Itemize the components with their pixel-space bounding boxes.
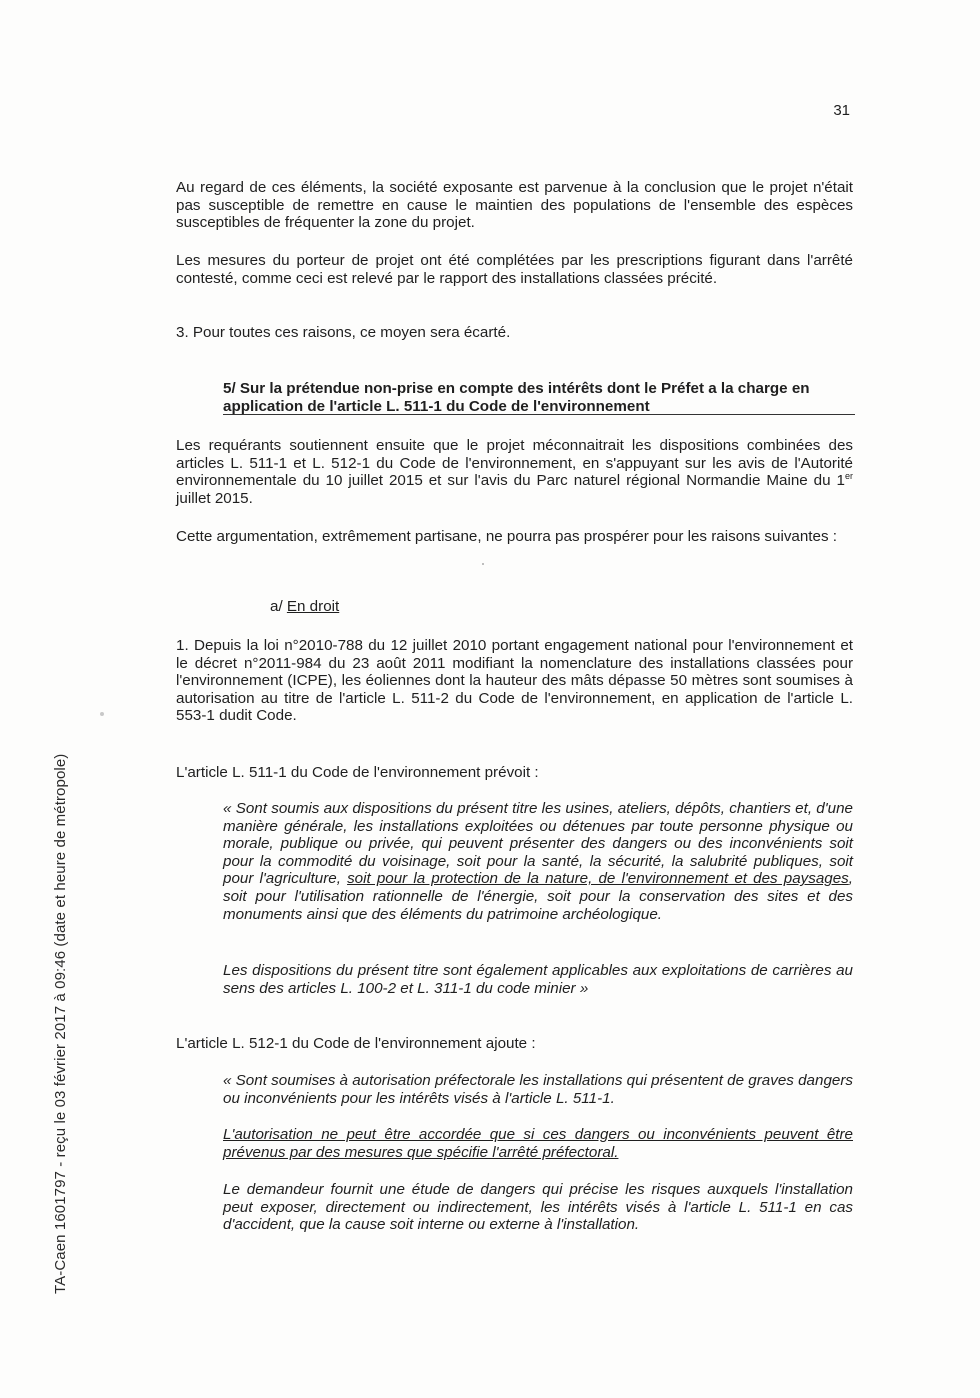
heading-underline [223,414,855,415]
quote-511-text-end: , soit pour l'utilisation rationnelle de l'énergie, soit pour la conservation des sites et des monuments ainsi que des éléments du patrimoine archéologique. [223,870,854,923]
paragraph-requerants [176,437,853,507]
scan-artifact [482,563,484,565]
subheading-en-droit [270,598,339,615]
section-heading: 5/ Sur la prétendue non-prise en compte des intérêts dont le Préfet a la charge en application de l'article L. 511-1 du Code de l'environnement [223,380,810,415]
page-number: 31 [833,102,850,119]
quote-article-511 [223,800,853,923]
paragraph-mesures: Les mesures du porteur de projet ont été complétées par les prescriptions figurant dans l'arrêté contesté, comme ceci est relevé par le rapport des installations classées précité. [176,252,853,287]
quote-carrieres: Les dispositions du présent titre sont également applicables aux exploitations de carrières au sens des articles L. 100-2 et L. 311-1 du code minier » [223,962,853,997]
paragraph-article-512: L'article L. 512-1 du Code de l'environnement ajoute : [176,1035,536,1052]
quote-511-underlined: soit pour la protection de la nature, de l'environnement et des paysages [347,870,849,888]
quote-autorisation: L'autorisation ne peut être accordée que si ces dangers ou inconvénients peuvent être prévenus par des mesures que spécifie l'arrêté préfectoral. [223,1126,853,1161]
requerants-text-end: juillet 2015. [176,489,253,507]
paragraph-raisons: 3. Pour toutes ces raisons, ce moyen sera écarté. [176,324,511,341]
quote-511-text: « Sont soumis aux dispositions du présent titre les usines, ateliers, dépôts, chantiers et, d'une manière générale, les installations exploitées ou détenues par toute personne physique ou morale, publique ou privée, qui peuvent présenter des dangers ou des inconvénients soit pour la commodité du voisinage, soit pour la santé, la sécurité, la salubrité publiques, soit pour l'agriculture, [223,800,853,888]
paragraph-conclusion: Au regard de ces éléments, la société exposante est parvenue à la conclusion que le projet n'était pas susceptible de remettre en cause le maintien des populations de l'ensemble des espèces susceptibles de fréquenter la zone du projet. [176,179,853,232]
paragraph-loi: 1. Depuis la loi n°2010-788 du 12 juillet 2010 portant engagement national pour l'environnement et le décret n°2011-984 du 23 août 2011 modifiant la nomenclature des installations classées pour l'environnement (ICPE), les éoliennes dont la hauteur des mâts dépasse 50 mètres sont soumises à autorisation au titre de l'article L. 511-2 du Code de l'environnement, en application de l'article L. 553-1 dudit Code. [176,637,853,725]
requerants-text: Les requérants soutiennent ensuite que le projet méconnaitrait les dispositions combinées des articles L. 511-1 et L. 512-1 du Code de l'environnement, en s'appuyant sur les avis de l'Autorité environnementale du 10 juillet 2015 et sur l'avis du Parc naturel régional Normandie Maine du 1 [176,437,853,490]
quote-etude-dangers: Le demandeur fournit une étude de dangers qui précise les risques auxquels l'installation peut exposer, directement ou indirectement, les intérêts visés à l'article L. 511-1 en cas d'accident, que la cause soit interne ou externe à l'installation. [223,1181,853,1234]
reception-stamp: TA-Caen 1601797 - reçu le 03 février 2017 à 09:46 (date et heure de métropole) [52,753,69,1294]
subheading-label: En droit [286,598,340,615]
subheading-prefix: a/ [270,598,287,615]
superscript-er: er [844,471,853,482]
scan-artifact [100,712,104,716]
paragraph-article-511: L'article L. 511-1 du Code de l'environnement prévoit : [176,764,539,781]
paragraph-argumentation: Cette argumentation, extrêmement partisane, ne pourra pas prospérer pour les raisons suivantes : [176,528,838,545]
quote-article-512: « Sont soumises à autorisation préfectorale les installations qui présentent de graves dangers ou inconvénients pour les intérêts visés à l'article L. 511-1. [223,1072,853,1107]
